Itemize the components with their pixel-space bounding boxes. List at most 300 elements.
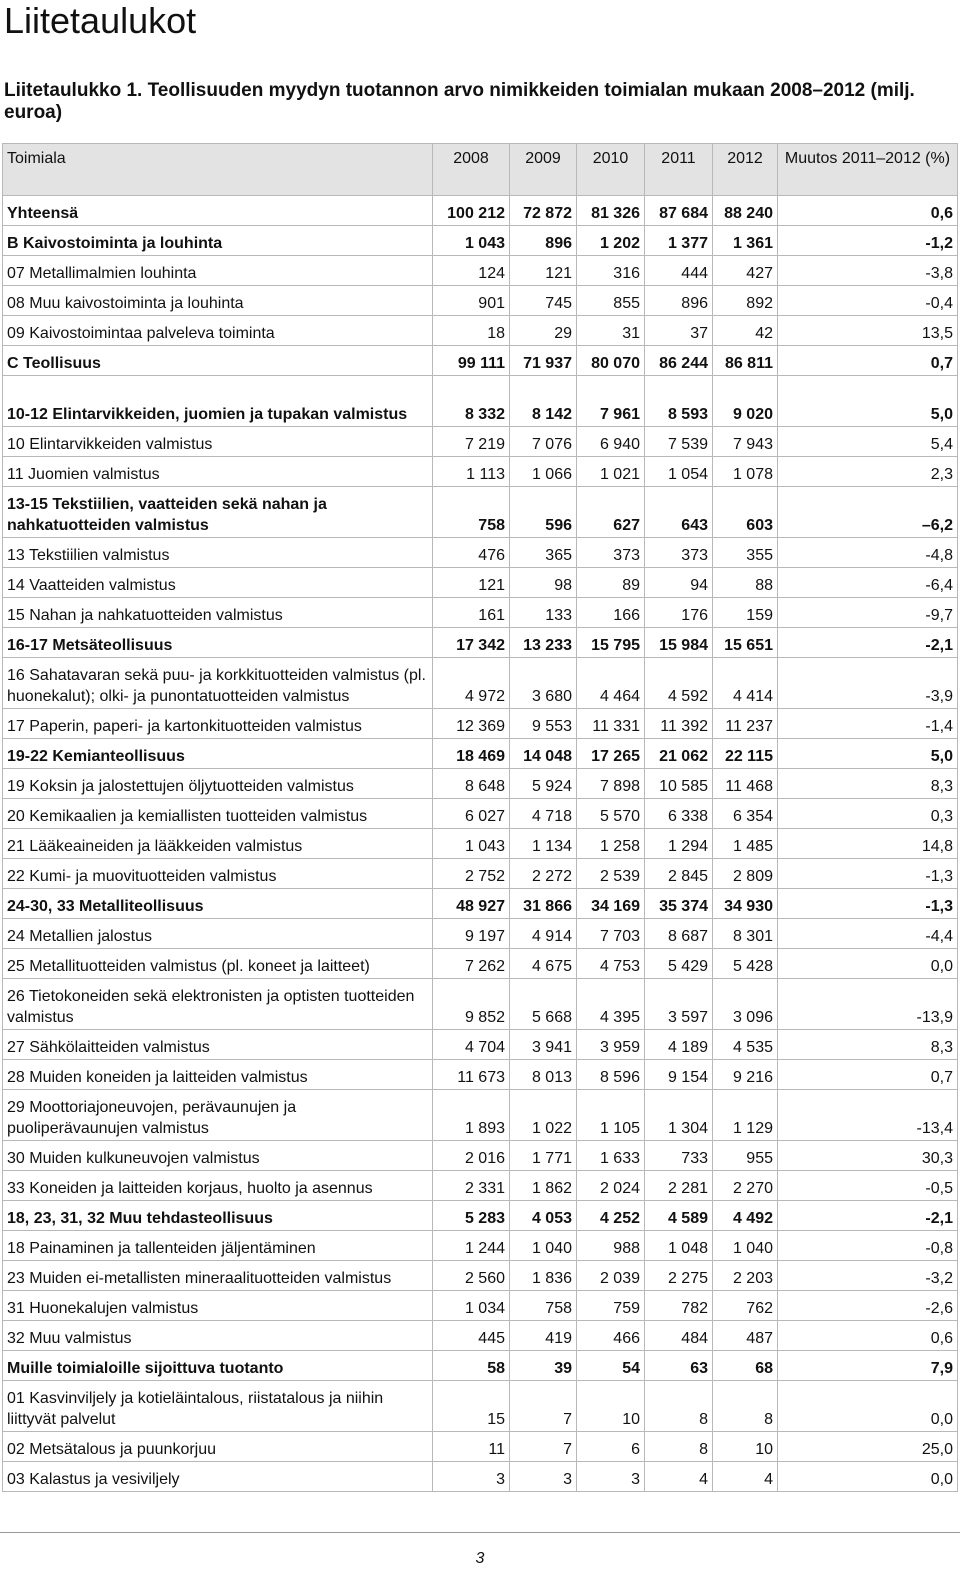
table-row (3, 1030, 958, 1060)
value-cell: 11 392 (645, 709, 713, 739)
value-cell: 8 142 (510, 376, 577, 427)
change-cell: -1,4 (778, 709, 958, 739)
change-cell: 13,5 (778, 316, 958, 346)
value-cell: 3 680 (510, 658, 577, 709)
value-cell: 1 021 (577, 457, 645, 487)
change-cell: -4,8 (778, 538, 958, 568)
value-cell: 80 070 (577, 346, 645, 376)
row-label: 15 Nahan ja nahkatuotteiden valmistus (3, 598, 433, 628)
change-cell: -1,2 (778, 226, 958, 256)
value-cell: 98 (510, 568, 577, 598)
value-cell: 1 304 (645, 1090, 713, 1141)
value-cell: 42 (713, 316, 778, 346)
value-cell: 1 048 (645, 1231, 713, 1261)
value-cell: 466 (577, 1321, 645, 1351)
row-label: 10-12 Elintarvikkeiden, juomien ja tupakan valmistus (3, 376, 433, 427)
table-row (3, 256, 958, 286)
value-cell: 4 395 (577, 979, 645, 1030)
value-cell: 3 (433, 1462, 510, 1492)
change-cell: -4,4 (778, 919, 958, 949)
value-cell: 13 233 (510, 628, 577, 658)
value-cell: 72 872 (510, 196, 577, 226)
value-cell: 8 648 (433, 769, 510, 799)
value-cell: 896 (510, 226, 577, 256)
row-label: 17 Paperin, paperi- ja kartonkituotteiden valmistus (3, 709, 433, 739)
value-cell: 6 338 (645, 799, 713, 829)
value-cell: 444 (645, 256, 713, 286)
value-cell: 3 096 (713, 979, 778, 1030)
table-row (3, 628, 958, 658)
header-2010: 2010 (577, 144, 645, 196)
value-cell: 2 560 (433, 1261, 510, 1291)
table-row (3, 1321, 958, 1351)
footer-divider (0, 1532, 960, 1533)
value-cell: 1 043 (433, 829, 510, 859)
value-cell: 89 (577, 568, 645, 598)
table-row (3, 286, 958, 316)
table-row (3, 1432, 958, 1462)
row-label: C Teollisuus (3, 346, 433, 376)
change-cell: -1,3 (778, 859, 958, 889)
value-cell: 1 134 (510, 829, 577, 859)
row-label: 09 Kaivostoimintaa palveleva toiminta (3, 316, 433, 346)
table-row (3, 316, 958, 346)
value-cell: 427 (713, 256, 778, 286)
value-cell: 7 (510, 1381, 577, 1432)
header-2011: 2011 (645, 144, 713, 196)
value-cell: 5 570 (577, 799, 645, 829)
value-cell: 487 (713, 1321, 778, 1351)
value-cell: 4 (645, 1462, 713, 1492)
table-row (3, 769, 958, 799)
change-cell: -2,1 (778, 628, 958, 658)
row-label: Muille toimialoille sijoittuva tuotanto (3, 1351, 433, 1381)
value-cell: 2 809 (713, 859, 778, 889)
table-row (3, 226, 958, 256)
value-cell: 9 197 (433, 919, 510, 949)
value-cell: 2 203 (713, 1261, 778, 1291)
header-2012: 2012 (713, 144, 778, 196)
value-cell: 4 492 (713, 1201, 778, 1231)
change-cell: 2,3 (778, 457, 958, 487)
value-cell: 2 331 (433, 1171, 510, 1201)
value-cell: 758 (433, 487, 510, 538)
value-cell: 11 237 (713, 709, 778, 739)
value-cell: 5 428 (713, 949, 778, 979)
value-cell: 7 (510, 1432, 577, 1462)
value-cell: 2 845 (645, 859, 713, 889)
value-cell: 4 753 (577, 949, 645, 979)
table-row (3, 1201, 958, 1231)
value-cell: 4 675 (510, 949, 577, 979)
table-row (3, 1090, 958, 1141)
value-cell: 7 539 (645, 427, 713, 457)
table-row (3, 949, 958, 979)
change-cell: -3,8 (778, 256, 958, 286)
row-label: 16-17 Metsäteollisuus (3, 628, 433, 658)
value-cell: 14 048 (510, 739, 577, 769)
value-cell: 4 535 (713, 1030, 778, 1060)
header-row (3, 144, 958, 196)
value-cell: 1 377 (645, 226, 713, 256)
value-cell: 4 592 (645, 658, 713, 709)
value-cell: 15 984 (645, 628, 713, 658)
table-row (3, 427, 958, 457)
value-cell: 18 (433, 316, 510, 346)
row-label: 16 Sahatavaran sekä puu- ja korkkituotteiden valmistus (pl. huonekalut); olki- ja punontatuotteiden valmistus (3, 658, 433, 709)
value-cell: 81 326 (577, 196, 645, 226)
change-cell: –6,2 (778, 487, 958, 538)
value-cell: 86 244 (645, 346, 713, 376)
table-row (3, 1141, 958, 1171)
value-cell: 5 668 (510, 979, 577, 1030)
value-cell: 1 294 (645, 829, 713, 859)
value-cell: 4 414 (713, 658, 778, 709)
value-cell: 4 589 (645, 1201, 713, 1231)
value-cell: 4 914 (510, 919, 577, 949)
table-row (3, 739, 958, 769)
value-cell: 3 (510, 1462, 577, 1492)
change-cell: 25,0 (778, 1432, 958, 1462)
value-cell: 121 (510, 256, 577, 286)
value-cell: 5 924 (510, 769, 577, 799)
value-cell: 1 862 (510, 1171, 577, 1201)
change-cell: 0,0 (778, 1381, 958, 1432)
page-title: Liitetaulukot (4, 0, 197, 41)
value-cell: 11 673 (433, 1060, 510, 1090)
value-cell: 373 (577, 538, 645, 568)
value-cell: 11 331 (577, 709, 645, 739)
value-cell: 1 040 (713, 1231, 778, 1261)
table-row (3, 859, 958, 889)
value-cell: 1 043 (433, 226, 510, 256)
value-cell: 7 961 (577, 376, 645, 427)
row-label: 26 Tietokoneiden sekä elektronisten ja optisten tuotteiden valmistus (3, 979, 433, 1030)
value-cell: 8 (645, 1381, 713, 1432)
row-label: 25 Metallituotteiden valmistus (pl. koneet ja laitteet) (3, 949, 433, 979)
value-cell: 4 718 (510, 799, 577, 829)
value-cell: 9 852 (433, 979, 510, 1030)
value-cell: 955 (713, 1141, 778, 1171)
value-cell: 7 076 (510, 427, 577, 457)
value-cell: 86 811 (713, 346, 778, 376)
value-cell: 15 795 (577, 628, 645, 658)
row-label: 19-22 Kemianteollisuus (3, 739, 433, 769)
value-cell: 37 (645, 316, 713, 346)
value-cell: 2 024 (577, 1171, 645, 1201)
value-cell: 2 016 (433, 1141, 510, 1171)
value-cell: 63 (645, 1351, 713, 1381)
value-cell: 2 281 (645, 1171, 713, 1201)
value-cell: 8 (645, 1432, 713, 1462)
value-cell: 7 943 (713, 427, 778, 457)
value-cell: 100 212 (433, 196, 510, 226)
value-cell: 88 240 (713, 196, 778, 226)
value-cell: 4 189 (645, 1030, 713, 1060)
table-row (3, 1462, 958, 1492)
value-cell: 9 154 (645, 1060, 713, 1090)
value-cell: 355 (713, 538, 778, 568)
value-cell: 31 (577, 316, 645, 346)
value-cell: 17 265 (577, 739, 645, 769)
change-cell: 5,0 (778, 376, 958, 427)
value-cell: 596 (510, 487, 577, 538)
value-cell: 9 216 (713, 1060, 778, 1090)
value-cell: 34 169 (577, 889, 645, 919)
table-caption: Liitetaulukko 1. Teollisuuden myydyn tuotannon arvo nimikkeiden toimialan mukaan 2008–2012 (milj. euroa) (4, 80, 915, 123)
value-cell: 133 (510, 598, 577, 628)
value-cell: 896 (645, 286, 713, 316)
value-cell: 1 893 (433, 1090, 510, 1141)
value-cell: 4 (713, 1462, 778, 1492)
row-label: 27 Sähkölaitteiden valmistus (3, 1030, 433, 1060)
value-cell: 48 927 (433, 889, 510, 919)
value-cell: 476 (433, 538, 510, 568)
row-label: 07 Metallimalmien louhinta (3, 256, 433, 286)
value-cell: 17 342 (433, 628, 510, 658)
value-cell: 603 (713, 487, 778, 538)
header-toimiala: Toimiala (3, 144, 433, 196)
value-cell: 316 (577, 256, 645, 286)
table-row (3, 919, 958, 949)
value-cell: 58 (433, 1351, 510, 1381)
row-label: 13-15 Tekstiilien, vaatteiden sekä nahan ja nahkatuotteiden valmistus (3, 487, 433, 538)
value-cell: 3 959 (577, 1030, 645, 1060)
value-cell: 1 244 (433, 1231, 510, 1261)
value-cell: 2 039 (577, 1261, 645, 1291)
data-table (2, 143, 958, 1492)
table-row (3, 1231, 958, 1261)
table-row (3, 799, 958, 829)
table-row (3, 457, 958, 487)
value-cell: 1 105 (577, 1090, 645, 1141)
value-cell: 9 553 (510, 709, 577, 739)
value-cell: 627 (577, 487, 645, 538)
change-cell: 0,7 (778, 1060, 958, 1090)
row-label: 24 Metallien jalostus (3, 919, 433, 949)
row-label: B Kaivostoiminta ja louhinta (3, 226, 433, 256)
value-cell: 3 597 (645, 979, 713, 1030)
value-cell: 21 062 (645, 739, 713, 769)
row-label: Yhteensä (3, 196, 433, 226)
value-cell: 10 (713, 1432, 778, 1462)
value-cell: 8 593 (645, 376, 713, 427)
table-row (3, 538, 958, 568)
header-2009: 2009 (510, 144, 577, 196)
value-cell: 1 040 (510, 1231, 577, 1261)
value-cell: 7 262 (433, 949, 510, 979)
value-cell: 5 283 (433, 1201, 510, 1231)
change-cell: -0,8 (778, 1231, 958, 1261)
value-cell: 855 (577, 286, 645, 316)
value-cell: 782 (645, 1291, 713, 1321)
table-row (3, 709, 958, 739)
change-cell: 30,3 (778, 1141, 958, 1171)
value-cell: 6 (577, 1432, 645, 1462)
change-cell: -13,9 (778, 979, 958, 1030)
row-label: 18 Painaminen ja tallenteiden jäljentäminen (3, 1231, 433, 1261)
change-cell: 7,9 (778, 1351, 958, 1381)
value-cell: 5 429 (645, 949, 713, 979)
value-cell: 99 111 (433, 346, 510, 376)
value-cell: 643 (645, 487, 713, 538)
row-label: 31 Huonekalujen valmistus (3, 1291, 433, 1321)
value-cell: 121 (433, 568, 510, 598)
change-cell: -1,3 (778, 889, 958, 919)
value-cell: 35 374 (645, 889, 713, 919)
change-cell: 0,0 (778, 949, 958, 979)
row-label: 02 Metsätalous ja puunkorjuu (3, 1432, 433, 1462)
change-cell: -2,1 (778, 1201, 958, 1231)
row-label: 03 Kalastus ja vesiviljely (3, 1462, 433, 1492)
value-cell: 2 270 (713, 1171, 778, 1201)
value-cell: 2 275 (645, 1261, 713, 1291)
row-label: 24-30, 33 Metalliteollisuus (3, 889, 433, 919)
value-cell: 176 (645, 598, 713, 628)
value-cell: 1 054 (645, 457, 713, 487)
value-cell: 1 836 (510, 1261, 577, 1291)
table-row (3, 598, 958, 628)
change-cell: 5,4 (778, 427, 958, 457)
change-cell: -13,4 (778, 1090, 958, 1141)
value-cell: 12 369 (433, 709, 510, 739)
value-cell: 54 (577, 1351, 645, 1381)
table-row (3, 658, 958, 709)
value-cell: 6 027 (433, 799, 510, 829)
value-cell: 34 930 (713, 889, 778, 919)
value-cell: 901 (433, 286, 510, 316)
value-cell: 1 485 (713, 829, 778, 859)
row-label: 29 Moottoriajoneuvojen, perävaunujen ja puoliperävaunujen valmistus (3, 1090, 433, 1141)
value-cell: 745 (510, 286, 577, 316)
value-cell: 87 684 (645, 196, 713, 226)
value-cell: 484 (645, 1321, 713, 1351)
row-label: 18, 23, 31, 32 Muu tehdasteollisuus (3, 1201, 433, 1231)
table-row (3, 346, 958, 376)
row-label: 21 Lääkeaineiden ja lääkkeiden valmistus (3, 829, 433, 859)
value-cell: 892 (713, 286, 778, 316)
value-cell: 15 (433, 1381, 510, 1432)
row-label: 19 Koksin ja jalostettujen öljytuotteiden valmistus (3, 769, 433, 799)
value-cell: 4 464 (577, 658, 645, 709)
row-label: 33 Koneiden ja laitteiden korjaus, huolto ja asennus (3, 1171, 433, 1201)
value-cell: 3 941 (510, 1030, 577, 1060)
value-cell: 71 937 (510, 346, 577, 376)
value-cell: 166 (577, 598, 645, 628)
table-row (3, 1060, 958, 1090)
row-label: 13 Tekstiilien valmistus (3, 538, 433, 568)
value-cell: 4 972 (433, 658, 510, 709)
table-row (3, 829, 958, 859)
value-cell: 1 034 (433, 1291, 510, 1321)
value-cell: 29 (510, 316, 577, 346)
value-cell: 759 (577, 1291, 645, 1321)
table-row (3, 1351, 958, 1381)
value-cell: 445 (433, 1321, 510, 1351)
value-cell: 8 332 (433, 376, 510, 427)
value-cell: 10 (577, 1381, 645, 1432)
value-cell: 4 704 (433, 1030, 510, 1060)
row-label: 23 Muiden ei-metallisten mineraalituotteiden valmistus (3, 1261, 433, 1291)
value-cell: 94 (645, 568, 713, 598)
value-cell: 1 202 (577, 226, 645, 256)
value-cell: 1 022 (510, 1090, 577, 1141)
value-cell: 88 (713, 568, 778, 598)
value-cell: 10 585 (645, 769, 713, 799)
row-label: 01 Kasvinviljely ja kotieläintalous, riistatalous ja niihin liittyvät palvelut (3, 1381, 433, 1432)
value-cell: 373 (645, 538, 713, 568)
header-2008: 2008 (433, 144, 510, 196)
value-cell: 124 (433, 256, 510, 286)
value-cell: 365 (510, 538, 577, 568)
page-number: 3 (475, 1550, 485, 1567)
value-cell: 419 (510, 1321, 577, 1351)
change-cell: 0,6 (778, 196, 958, 226)
value-cell: 988 (577, 1231, 645, 1261)
value-cell: 7 219 (433, 427, 510, 457)
value-cell: 8 301 (713, 919, 778, 949)
change-cell: 0,0 (778, 1462, 958, 1492)
table-row (3, 1261, 958, 1291)
row-label: 28 Muiden koneiden ja laitteiden valmistus (3, 1060, 433, 1090)
value-cell: 68 (713, 1351, 778, 1381)
value-cell: 11 (433, 1432, 510, 1462)
table-row (3, 487, 958, 538)
value-cell: 1 633 (577, 1141, 645, 1171)
change-cell: 5,0 (778, 739, 958, 769)
value-cell: 2 539 (577, 859, 645, 889)
value-cell: 18 469 (433, 739, 510, 769)
value-cell: 1 066 (510, 457, 577, 487)
value-cell: 22 115 (713, 739, 778, 769)
change-cell: 0,7 (778, 346, 958, 376)
value-cell: 758 (510, 1291, 577, 1321)
table-row (3, 376, 958, 427)
change-cell: -6,4 (778, 568, 958, 598)
change-cell: 14,8 (778, 829, 958, 859)
value-cell: 733 (645, 1141, 713, 1171)
change-cell: 8,3 (778, 769, 958, 799)
value-cell: 1 258 (577, 829, 645, 859)
value-cell: 1 361 (713, 226, 778, 256)
row-label: 30 Muiden kulkuneuvojen valmistus (3, 1141, 433, 1171)
value-cell: 1 078 (713, 457, 778, 487)
value-cell: 159 (713, 598, 778, 628)
change-cell: -9,7 (778, 598, 958, 628)
value-cell: 31 866 (510, 889, 577, 919)
value-cell: 8 (713, 1381, 778, 1432)
value-cell: 8 596 (577, 1060, 645, 1090)
value-cell: 9 020 (713, 376, 778, 427)
value-cell: 1 129 (713, 1090, 778, 1141)
value-cell: 762 (713, 1291, 778, 1321)
change-cell: 0,3 (778, 799, 958, 829)
value-cell: 7 703 (577, 919, 645, 949)
value-cell: 7 898 (577, 769, 645, 799)
row-label: 20 Kemikaalien ja kemiallisten tuotteiden valmistus (3, 799, 433, 829)
change-cell: -0,4 (778, 286, 958, 316)
table-row (3, 568, 958, 598)
value-cell: 6 940 (577, 427, 645, 457)
row-label: 22 Kumi- ja muovituotteiden valmistus (3, 859, 433, 889)
table-row (3, 889, 958, 919)
value-cell: 2 752 (433, 859, 510, 889)
value-cell: 6 354 (713, 799, 778, 829)
header-change: Muutos 2011–2012 (%) (778, 144, 958, 196)
table-row (3, 1171, 958, 1201)
table-row (3, 1291, 958, 1321)
row-label: 10 Elintarvikkeiden valmistus (3, 427, 433, 457)
